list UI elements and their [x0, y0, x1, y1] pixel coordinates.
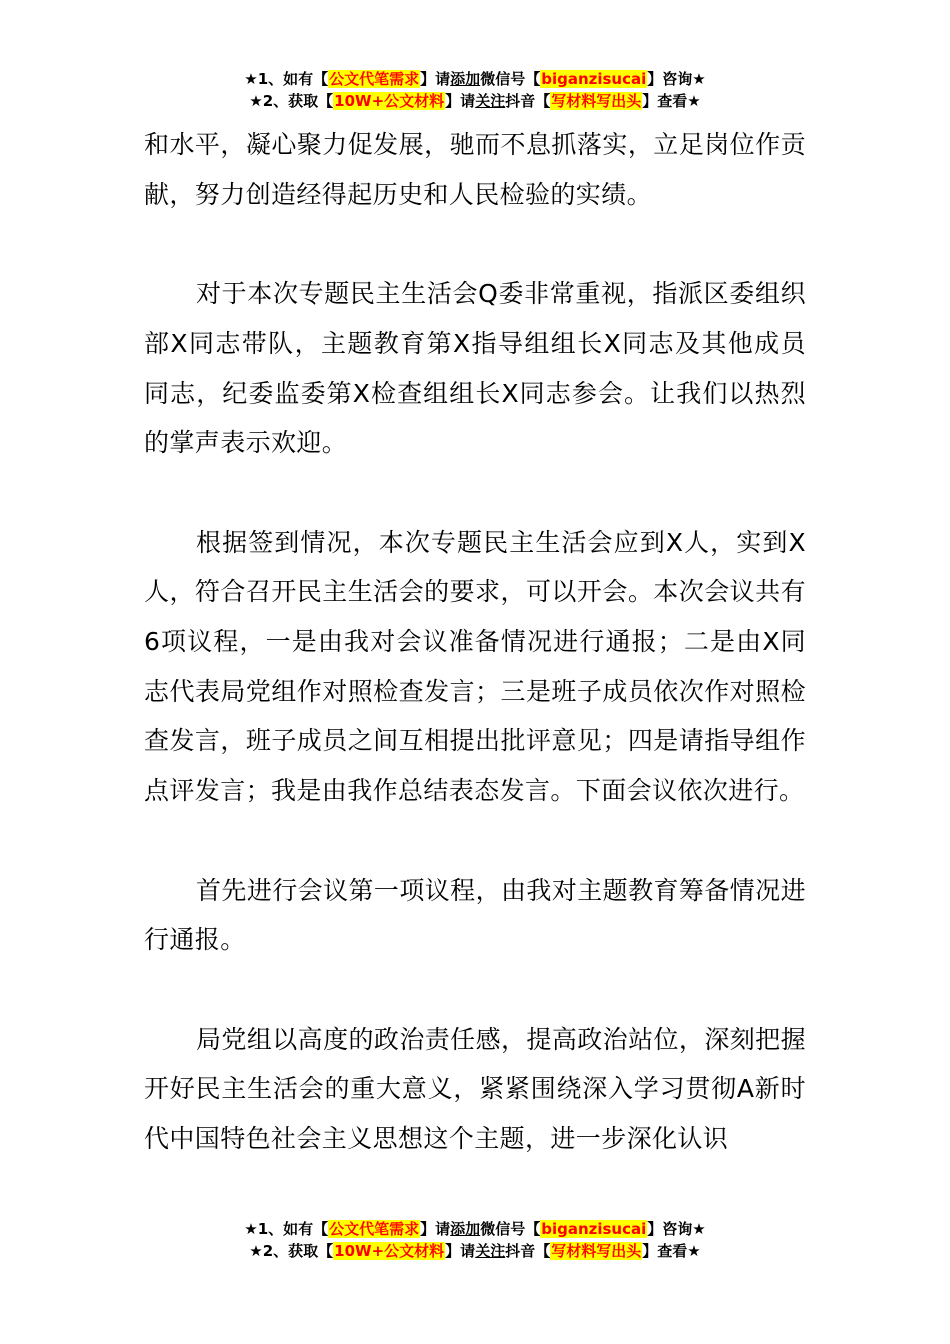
banner-text: 】咨询 — [647, 1220, 693, 1238]
banner-text: 微信号【 — [480, 70, 541, 88]
banner-text: 】请 — [445, 92, 476, 110]
banner-line-2 — [0, 90, 950, 112]
header-banner — [0, 68, 950, 112]
banner-highlight: 写材料写出头 — [551, 92, 642, 110]
banner-underline: 添加 — [450, 70, 481, 88]
star-icon: ★ — [244, 1220, 258, 1238]
paragraph: 和水平，凝心聚力促发展，驰而不息抓落实，立足岗位作贡献，努力创造经得起历史和人民检验的实绩。 — [144, 130, 806, 209]
banner-text: 】请 — [420, 1220, 451, 1238]
banner-text: 】查看 — [642, 1242, 688, 1260]
banner-underline: 关注 — [475, 92, 506, 110]
paragraph: 首先进行会议第一项议程，由我对主题教育筹备情况进行通报。 — [144, 875, 806, 955]
banner-text: 抖音【 — [505, 1242, 551, 1260]
star-icon: ★ — [687, 1242, 701, 1260]
paragraph-gap — [144, 965, 806, 1015]
paragraph: 局党组以高度的政治责任感，提高政治站位，深刻把握开好民主生活会的重大意义，紧紧围绕深入学习贯彻A新时代中国特色社会主义思想这个主题，进一步深化认识 — [144, 1024, 806, 1153]
star-icon: ★ — [692, 70, 706, 88]
banner-highlight: 写材料写出头 — [551, 1242, 642, 1260]
banner-text: 】查看 — [642, 92, 688, 110]
banner-line-2 — [0, 1240, 950, 1262]
star-icon: ★ — [244, 70, 258, 88]
banner-text: 1、如有【 — [257, 1220, 329, 1238]
banner-text: 1、如有【 — [257, 70, 329, 88]
banner-underline: 添加 — [450, 1220, 481, 1238]
banner-underline: 关注 — [475, 1242, 506, 1260]
footer-banner — [0, 1218, 950, 1262]
paragraph: 对于本次专题民主生活会Q委非常重视，指派区委组织部X同志带队，主题教育第X指导组组长X同志及其他成员同志，纪委监委第X检查组组长X同志参会。让我们以热烈的掌声表示欢迎。 — [144, 279, 806, 458]
banner-line-1 — [0, 1218, 950, 1240]
banner-highlight: biganzisucai — [541, 70, 647, 88]
banner-text: 】请 — [445, 1242, 476, 1260]
banner-highlight: 公文代笔需求 — [329, 70, 420, 88]
banner-text: 2、获取【 — [262, 92, 334, 110]
star-icon: ★ — [687, 92, 701, 110]
star-icon: ★ — [692, 1220, 706, 1238]
paragraph: 根据签到情况，本次专题民主生活会应到X人，实到X人，符合召开民主生活会的要求，可以开会。本次会议共有6项议程，一是由我对会议准备情况进行通报；二是由X同志代表局党组作对照检查发言；三是班子成员依次作对照检查发言，班子成员之间互相提出批评意见；四是请指导组作点评发言；我是由我作总结表态发言。下面会议依次进行。 — [144, 527, 806, 806]
banner-highlight: 10W+公文材料 — [334, 92, 445, 110]
star-icon: ★ — [249, 1242, 263, 1260]
banner-text: 】请 — [420, 70, 451, 88]
document-body — [144, 120, 806, 1164]
paragraph-gap — [144, 816, 806, 866]
paragraph-gap — [144, 468, 806, 518]
paragraph-gap — [144, 219, 806, 269]
banner-line-1 — [0, 68, 950, 90]
star-icon: ★ — [249, 92, 263, 110]
banner-text: 】咨询 — [647, 70, 693, 88]
banner-text: 微信号【 — [480, 1220, 541, 1238]
banner-highlight: 10W+公文材料 — [334, 1242, 445, 1260]
banner-highlight: 公文代笔需求 — [329, 1220, 420, 1238]
banner-text: 抖音【 — [505, 92, 551, 110]
banner-highlight: biganzisucai — [541, 1220, 647, 1238]
banner-text: 2、获取【 — [262, 1242, 334, 1260]
